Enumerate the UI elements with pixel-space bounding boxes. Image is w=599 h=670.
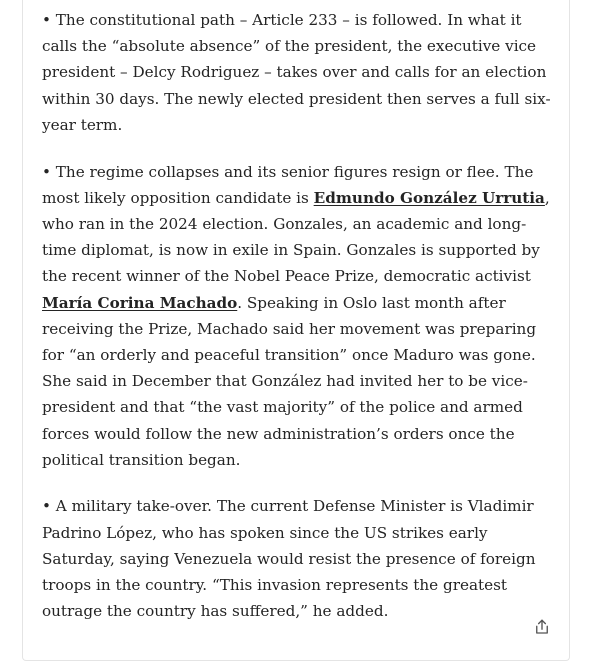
paragraph-regime-collapse (42, 159, 558, 473)
share-button[interactable] (531, 616, 553, 638)
link-maria-corina-machado[interactable]: María Corina Machado (42, 293, 238, 312)
paragraph-military-takeover (42, 493, 558, 624)
share-icon (533, 618, 551, 636)
link-edmundo-gonzalez[interactable]: Edmundo González Urrutia (313, 188, 545, 207)
paragraph-constitutional-path (42, 7, 558, 138)
paragraph-text: • The regime collapses and its senior figures resign or flee. The most likely opposition candidate is (42, 162, 534, 207)
paragraph-text: • The constitutional path – Article 233 – is followed. In what it calls the “absolute absence” of the president, the executive vice president – Delcy Rodriguez – takes over and calls for an election within 30 days. The newly elected president then serves a full six-year term. (42, 11, 551, 134)
paragraph-text: • A military take-over. The current Defense Minister is Vladimir Padrino López, who has spoken since the US strikes early Saturday, saying Venezuela would resist the presence of foreign troops in the country. “This invasion represents the greatest outrage the country has suffered,” he added. (42, 497, 536, 621)
paragraph-text: , who ran in the 2024 election. Gonzales, an academic and long-time diplomat, is now in exile in Spain. Gonzales is supported by the recent winner of the Nobel Peace Prize, democratic activist (42, 188, 550, 286)
article-body (42, 7, 558, 645)
paragraph-text: . Speaking in Oslo last month after receiving the Prize, Machado said her movement was preparing for “an orderly and peaceful transition” once Maduro was gone. She said in December that González had invited her to be vice-president and that “the vast majority” of the police and armed forces would follow the new administration’s orders once the political transition began. (42, 293, 537, 469)
